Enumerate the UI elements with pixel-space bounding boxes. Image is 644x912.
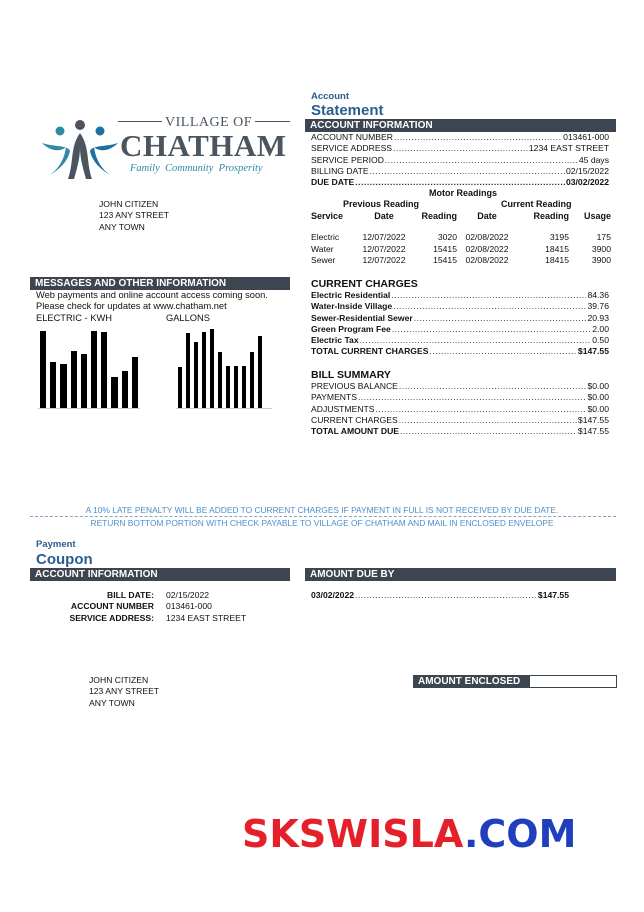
tear-line (30, 516, 616, 517)
account-info-list (311, 132, 609, 188)
meter-readings-title (311, 188, 609, 198)
col-header: Date (374, 210, 394, 221)
row-label: SERVICE PERIOD (311, 154, 384, 165)
due-date-value: 03/02/2022 (311, 590, 355, 600)
charge-row (311, 301, 609, 312)
watermark-red-text: SKSWISLA (242, 812, 464, 856)
account-info-header: ACCOUNT INFORMATION (305, 119, 616, 132)
current-charges-title: CURRENT CHARGES (311, 278, 418, 290)
people-logo-icon (40, 117, 120, 183)
col-header: Reading (421, 210, 457, 221)
table-row (311, 232, 611, 244)
amount-enclosed-field[interactable] (529, 675, 617, 688)
previous-reading-label: Previous Reading (343, 199, 420, 209)
chart-bar (250, 352, 255, 408)
gallons-usage-chart (176, 326, 272, 409)
charge-label: Sewer-Residential Sewer (311, 312, 413, 323)
logo-line1: VILLAGE OF (162, 115, 255, 131)
amount-due-row (311, 590, 569, 601)
charge-total-label: TOTAL CURRENT CHARGES (311, 346, 429, 357)
customer-name: JOHN CITIZEN (99, 199, 159, 209)
col-header: Service (311, 210, 344, 221)
charge-row (311, 313, 609, 324)
statement-title: Statement (311, 102, 384, 119)
row-label: BILLING DATE (311, 165, 369, 176)
chart-bar (40, 331, 46, 408)
account-info-row (311, 143, 609, 154)
watermark-blue-text: .COM (463, 812, 577, 856)
customer-street: 123 ANY STREET (89, 686, 160, 697)
coupon-customer-address (89, 675, 159, 709)
logo-tagline: Family Community Prosperity (130, 163, 263, 174)
cell: 15415 (433, 243, 457, 254)
col-header: Date (477, 210, 497, 221)
amount-enclosed-label: AMOUNT ENCLOSED (413, 675, 529, 688)
service-address-value: 1234 EAST STREET (166, 612, 247, 623)
chart-bar (258, 336, 263, 408)
chart-bar (186, 333, 191, 408)
charge-label: Water-Inside Village (311, 301, 393, 312)
account-info-row (311, 155, 609, 166)
chart-bar (50, 362, 56, 408)
cell: 18415 (545, 243, 569, 254)
chart-bar (242, 366, 247, 408)
chart-bar (71, 351, 77, 408)
table-row (311, 255, 611, 267)
cell: 12/07/2022 (362, 255, 406, 266)
payment-label: Payment (36, 539, 76, 550)
chart-electric-title: ELECTRIC - KWH (36, 313, 112, 323)
account-info-row (311, 132, 609, 143)
messages-body (36, 290, 268, 312)
charge-value: 2.00 (592, 323, 609, 334)
watermark (242, 812, 576, 856)
bill-date-value: 02/15/2022 (166, 590, 210, 600)
service-address-label: SERVICE ADDRESS: (69, 612, 154, 623)
cell: 3900 (591, 243, 611, 254)
charge-value: 84.36 (587, 290, 609, 300)
col-header: Usage (583, 210, 611, 221)
village-logo (40, 115, 290, 187)
chart-gallons-title: GALLONS (166, 313, 210, 323)
chart-bar (101, 332, 107, 408)
row-value: 45 days (578, 154, 609, 165)
chart-bar (111, 377, 117, 408)
chart-bar (122, 371, 128, 408)
charge-label: Green Program Fee (311, 323, 391, 334)
coupon-account-header: ACCOUNT INFORMATION (30, 568, 290, 581)
amount-due-header: AMOUNT DUE BY (305, 568, 616, 581)
charge-value: 20.93 (587, 312, 609, 323)
summary-total-label: TOTAL AMOUNT DUE (311, 426, 400, 437)
summary-label: PREVIOUS BALANCE (311, 381, 398, 391)
summary-value: $0.00 (587, 392, 609, 403)
chart-bar (194, 342, 199, 408)
chart-bar (91, 331, 97, 408)
message-line: Please check for updates at www.chatham.net (36, 301, 227, 311)
cell: 02/08/2022 (465, 255, 509, 266)
account-info-row (311, 177, 609, 188)
row-value: 03/02/2022 (565, 177, 609, 188)
summary-value: $0.00 (587, 403, 609, 414)
account-info-row (311, 166, 609, 177)
coupon-title: Coupon (36, 551, 93, 568)
charge-label: Electric Residential (311, 290, 391, 300)
customer-town: ANY TOWN (89, 697, 135, 708)
summary-label: PAYMENTS (311, 392, 357, 403)
cell: 02/08/2022 (465, 243, 509, 254)
chart-bar (81, 354, 87, 408)
electric-usage-chart (38, 326, 140, 409)
chart-bar (234, 366, 239, 408)
account-number-label: ACCOUNT NUMBER (70, 601, 154, 612)
row-value: 1234 EAST STREET (528, 143, 609, 154)
cell: 12/07/2022 (362, 243, 406, 254)
chart-bar (226, 366, 231, 408)
customer-street: 123 ANY STREET (99, 210, 170, 221)
meter-readings-table (311, 210, 611, 266)
chart-bar (202, 332, 207, 408)
charges-total-row (311, 346, 609, 357)
cell: 18415 (545, 255, 569, 266)
charge-row (311, 335, 609, 346)
coupon-labels (36, 590, 154, 624)
row-value: 013461-000 (563, 132, 609, 142)
account-label: Account (311, 91, 349, 102)
chart-bar (210, 329, 215, 408)
customer-name: JOHN CITIZEN (89, 675, 149, 685)
chart-bar (178, 367, 183, 408)
chart-bar (218, 352, 223, 408)
summary-row (311, 381, 609, 392)
current-reading-label: Current Reading (501, 199, 572, 209)
return-instructions: RETURN BOTTOM PORTION WITH CHECK PAYABLE TO VILLAGE OF CHATHAM AND MAIL IN ENCLOSED ENVELOPE (90, 518, 554, 528)
summary-label: ADJUSTMENTS (311, 403, 375, 414)
cell: Sewer (311, 255, 336, 266)
bill-summary-list (311, 381, 609, 437)
charge-total-value: $147.55 (577, 346, 609, 357)
logo-line2: CHATHAM (120, 128, 287, 163)
cell: 02/08/2022 (465, 232, 509, 243)
row-label: SERVICE ADDRESS (311, 143, 393, 154)
meter-readings-title-text: Motor Readings (428, 188, 497, 198)
customer-town: ANY TOWN (99, 221, 145, 232)
chart-bar (132, 357, 138, 408)
messages-header: MESSAGES AND OTHER INFORMATION (30, 277, 290, 290)
col-header: Reading (533, 210, 569, 221)
chart-bar (60, 364, 66, 408)
cell: 3020 (437, 232, 457, 243)
cell: 3900 (591, 255, 611, 266)
due-amount-value: $147.55 (537, 590, 569, 600)
bill-date-label: BILL DATE: (107, 590, 154, 600)
summary-row (311, 404, 609, 415)
summary-row (311, 415, 609, 426)
row-label: DUE DATE (311, 177, 355, 188)
charge-row (311, 324, 609, 335)
message-line: Web payments and online account access coming soon. (36, 290, 268, 300)
cell: Electric (311, 232, 340, 243)
late-penalty-notice: A 10% LATE PENALTY WILL BE ADDED TO CURRENT CHARGES IF PAYMENT IN FULL IS NOT RECEIVED BY DUE DATE. (85, 505, 559, 515)
charge-label: Electric Tax (311, 335, 359, 346)
summary-total-row (311, 426, 609, 437)
customer-address (99, 199, 169, 233)
table-row (311, 243, 611, 255)
charge-value: 39.76 (587, 301, 609, 312)
row-label: ACCOUNT NUMBER (311, 132, 393, 142)
summary-value: $0.00 (587, 381, 609, 391)
meter-header-row (311, 210, 611, 222)
summary-label: CURRENT CHARGES (311, 414, 398, 425)
cell: 12/07/2022 (362, 232, 406, 243)
cell: 15415 (433, 255, 457, 266)
cell: Water (311, 243, 334, 254)
current-charges-list (311, 290, 609, 358)
summary-row (311, 392, 609, 403)
row-value: 02/15/2022 (565, 165, 609, 176)
cell: 175 (596, 232, 611, 243)
account-number-value: 013461-000 (166, 601, 212, 612)
bill-summary-title: BILL SUMMARY (311, 369, 391, 381)
summary-total-value: $147.55 (577, 426, 609, 437)
charge-row (311, 290, 609, 301)
cell: 3195 (549, 232, 569, 243)
charge-value: 0.50 (592, 335, 609, 346)
coupon-values (166, 590, 246, 624)
summary-value: $147.55 (577, 414, 609, 425)
